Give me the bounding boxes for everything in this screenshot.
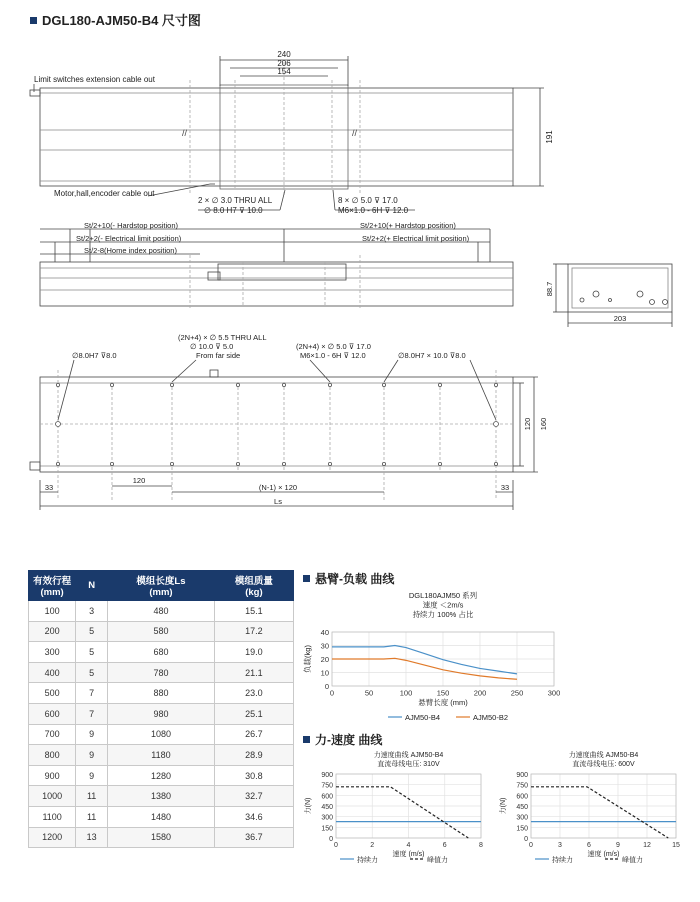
table-cell: 15.1 [214, 601, 293, 622]
dim-h-120: 120 [523, 417, 532, 431]
col-length: 模组长度Ls (mm) [108, 571, 215, 601]
y-tick-label: 600 [516, 793, 528, 801]
dim-33-left: 33 [44, 483, 54, 492]
table-cell: 400 [29, 662, 76, 683]
legend-label: AJM50-B4 [405, 713, 441, 722]
section-cantilever-heading [303, 570, 394, 587]
y-tick-label: 750 [516, 782, 528, 790]
side-left-label-3: St/2-8(Home index position) [84, 246, 177, 255]
table-header-row [29, 571, 294, 601]
dim-ls: Ls [274, 497, 282, 506]
cantilever-load-chart [300, 588, 570, 728]
table-cell: 1100 [29, 806, 76, 827]
dim-203: 203 [613, 314, 627, 323]
chart-title: DGL180AJM50 系列 [408, 591, 478, 600]
section-force-heading [303, 731, 382, 748]
y-tick-label: 900 [516, 772, 528, 779]
x-tick-label: 50 [364, 688, 374, 698]
table-cell: 28.9 [214, 745, 293, 766]
table-cell: 9 [76, 765, 108, 786]
note-bottom-center-1: (2N+4) × ∅ 5.5 THRU ALL [178, 333, 267, 342]
table-cell: 5 [76, 621, 108, 642]
side-left-label-1: St/2+10(- Hardstop position) [84, 221, 179, 230]
dim-206: 206 [277, 59, 291, 68]
table-cell: 900 [29, 765, 76, 786]
table-row [29, 827, 294, 848]
table-cell: 32.7 [214, 786, 293, 807]
y-tick-label: 40 [320, 628, 329, 637]
bottom-view-body [40, 377, 513, 472]
table-cell: 1380 [108, 786, 215, 807]
legend-label: 持续力 [357, 857, 378, 864]
x-axis-label: 悬臂长度 (mm) [418, 698, 468, 707]
x-tick-label: 4 [406, 842, 411, 849]
table-cell: 680 [108, 642, 215, 663]
table-row [29, 765, 294, 786]
x-tick-label: 2 [370, 842, 375, 849]
table-cell: 100 [29, 601, 76, 622]
y-tick-label: 900 [321, 772, 333, 779]
table-cell: 500 [29, 683, 76, 704]
y-tick-label: 300 [516, 814, 528, 822]
x-tick-label: 300 [547, 688, 561, 698]
table-row [29, 703, 294, 724]
table-row [29, 683, 294, 704]
table-cell: 480 [108, 601, 215, 622]
x-tick-label: 150 [436, 688, 450, 698]
x-tick-label: 0 [529, 842, 533, 849]
x-tick-label: 15 [672, 842, 680, 849]
note-pin-left: ∅8.0H7 ⊽8.0 [72, 351, 117, 360]
dim-240: 240 [277, 50, 291, 59]
table-cell: 7 [76, 683, 108, 704]
table-cell: 26.7 [214, 724, 293, 745]
cable-connector [30, 90, 40, 96]
table-cell: 600 [29, 703, 76, 724]
col-stroke: 有效行程 (mm) [29, 571, 76, 601]
note-pin-right: ∅8.0H7 × 10.0 ⊽8.0 [398, 351, 466, 360]
y-tick-label: 150 [516, 825, 528, 833]
table-cell: 21.1 [214, 662, 293, 683]
dim-191: 191 [545, 130, 554, 144]
x-axis-label: 速度 (m/s) [587, 851, 620, 858]
svg-text://: // [182, 128, 188, 138]
section-force-text: 力-速度 曲线 [315, 733, 383, 747]
table-cell: 13 [76, 827, 108, 848]
end-view-body [568, 264, 672, 312]
legend-label: AJM50-B2 [473, 713, 509, 722]
x-axis-label: 速度 (m/s) [392, 851, 425, 858]
x-tick-label: 100 [399, 688, 413, 698]
side-right-label-1: St/2+10(+ Hardstop position) [360, 221, 456, 230]
table-cell: 200 [29, 621, 76, 642]
table-cell: 19.0 [214, 642, 293, 663]
chart-subtitle: 速度 ＜2m/s [422, 600, 464, 610]
table-cell: 7 [76, 703, 108, 724]
note-bottom-right-2: M6×1.0 - 6H ⊽ 12.0 [300, 351, 366, 360]
label-motor-cable: Motor,hall,encoder cable out [54, 189, 155, 198]
side-view-body [40, 262, 513, 306]
note-bottom-right-1: (2N+4) × ∅ 5.0 ⊽ 17.0 [296, 342, 371, 351]
table-cell: 3 [76, 601, 108, 622]
force-speed-chart-310v [300, 748, 495, 870]
x-tick-label: 250 [510, 688, 524, 698]
table-cell: 1200 [29, 827, 76, 848]
table-row [29, 724, 294, 745]
table-row [29, 642, 294, 663]
table-cell: 36.7 [214, 827, 293, 848]
note-top-left-2: ∅ 8.0 H7 ⊽ 10.0 [204, 206, 263, 215]
y-tick-label: 0 [524, 836, 528, 843]
table-row [29, 786, 294, 807]
y-tick-label: 600 [321, 793, 333, 801]
note-top-left-1: 2 × ∅ 3.0 THRU ALL [198, 196, 273, 205]
series-line-峰值力 [531, 787, 668, 838]
table-cell: 780 [108, 662, 215, 683]
dim-33-right: 33 [500, 483, 510, 492]
table-cell: 9 [76, 724, 108, 745]
table-row [29, 745, 294, 766]
table-cell: 17.2 [214, 621, 293, 642]
table-row [29, 621, 294, 642]
y-axis-label: 负载(kg) [303, 645, 312, 673]
y-tick-label: 30 [320, 641, 329, 651]
legend-label: 持续力 [552, 857, 573, 864]
legend-label: 峰值力 [427, 857, 448, 864]
table-row [29, 601, 294, 622]
x-tick-label: 8 [479, 842, 483, 849]
spec-table [28, 570, 294, 848]
dim-bottom-120: 120 [132, 476, 146, 485]
side-left-label-2: St/2+2(- Electrical limit position) [76, 234, 182, 243]
table-cell: 1180 [108, 745, 215, 766]
table-cell: 300 [29, 642, 76, 663]
force-speed-chart-600v [495, 748, 690, 870]
y-tick-label: 20 [320, 655, 329, 664]
note-top-right-2: M6×1.0 - 6H ⊽ 12.0 [338, 206, 409, 215]
col-n: N [76, 571, 108, 601]
table-cell: 9 [76, 745, 108, 766]
table-cell: 30.8 [214, 765, 293, 786]
note-bottom-center-2: ∅ 10.0 ⊽ 5.0 [190, 342, 234, 351]
label-limit-switch: Limit switches extension cable out [34, 75, 155, 84]
table-cell: 5 [76, 662, 108, 683]
series-line-AJM50-B2 [332, 658, 517, 679]
legend-label: 峰值力 [622, 857, 643, 864]
table-cell: 580 [108, 621, 215, 642]
section-cantilever-text: 悬臂-负载 曲线 [315, 572, 395, 586]
table-cell: 700 [29, 724, 76, 745]
bottom-view-labels [45, 333, 548, 506]
x-tick-label: 0 [334, 842, 338, 849]
table-row [29, 806, 294, 827]
dim-154: 154 [277, 67, 291, 76]
y-tick-label: 750 [321, 782, 333, 790]
y-axis-label: 力(N) [500, 797, 507, 815]
x-tick-label: 12 [643, 842, 651, 849]
x-tick-label: 9 [616, 842, 620, 849]
col-mass: 模组质量 (kg) [214, 571, 293, 601]
table-cell: 5 [76, 642, 108, 663]
side-view-labels [76, 221, 626, 323]
section-bullet-icon [303, 575, 310, 582]
x-tick-label: 6 [587, 842, 591, 849]
table-cell: 980 [108, 703, 215, 724]
y-tick-label: 450 [321, 804, 333, 811]
table-cell: 1080 [108, 724, 215, 745]
x-tick-label: 0 [329, 688, 335, 698]
x-tick-label: 6 [442, 842, 447, 849]
y-axis-label: 力(N) [305, 797, 312, 815]
note-top-right-1: 8 × ∅ 5.0 ⊽ 17.0 [338, 196, 398, 205]
chart-title: 力速度曲线 AJM50-B4 [568, 752, 639, 759]
table-cell: 34.6 [214, 806, 293, 827]
y-tick-label: 0 [324, 682, 329, 691]
table-cell: 11 [76, 786, 108, 807]
dim-88-7: 88.7 [545, 281, 554, 297]
table-cell: 800 [29, 745, 76, 766]
chart-subtitle: 直流母线电压: 600V [572, 761, 635, 768]
chart-subtitle: 直流母线电压: 310V [377, 761, 440, 768]
table-body [29, 601, 294, 848]
note-bottom-center-3: From far side [196, 351, 241, 360]
y-tick-label: 450 [516, 804, 528, 811]
top-view-dim-labels [34, 50, 554, 215]
table-cell: 1580 [108, 827, 215, 848]
table-row [29, 662, 294, 683]
page-title-text: DGL180-AJM50-B4 尺寸图 [42, 13, 201, 28]
series-line-AJM50-B4 [332, 646, 517, 674]
table-cell: 1480 [108, 806, 215, 827]
table-cell: 25.1 [214, 703, 293, 724]
table-cell: 880 [108, 683, 215, 704]
x-tick-label: 200 [473, 688, 487, 698]
y-tick-label: 10 [320, 668, 329, 678]
x-tick-label: 3 [558, 842, 562, 849]
table-cell: 1280 [108, 765, 215, 786]
table-cell: 1000 [29, 786, 76, 807]
chart-subtitle: 持续力 100% 占比 [412, 610, 474, 619]
y-tick-label: 150 [321, 825, 333, 833]
chart-title: 力速度曲线 AJM50-B4 [373, 752, 444, 759]
dim-n-120: (N-1) × 120 [258, 483, 298, 492]
top-view-body [40, 88, 513, 186]
svg-text://: // [352, 128, 358, 138]
y-tick-label: 0 [329, 836, 333, 843]
table-cell: 23.0 [214, 683, 293, 704]
side-right-label-2: St/2+2(+ Electrical limit position) [362, 234, 470, 243]
dim-h-160: 160 [539, 417, 548, 431]
table-cell: 11 [76, 806, 108, 827]
series-line-峰值力 [336, 787, 468, 838]
y-tick-label: 300 [321, 814, 333, 822]
section-bullet-icon [303, 736, 310, 743]
